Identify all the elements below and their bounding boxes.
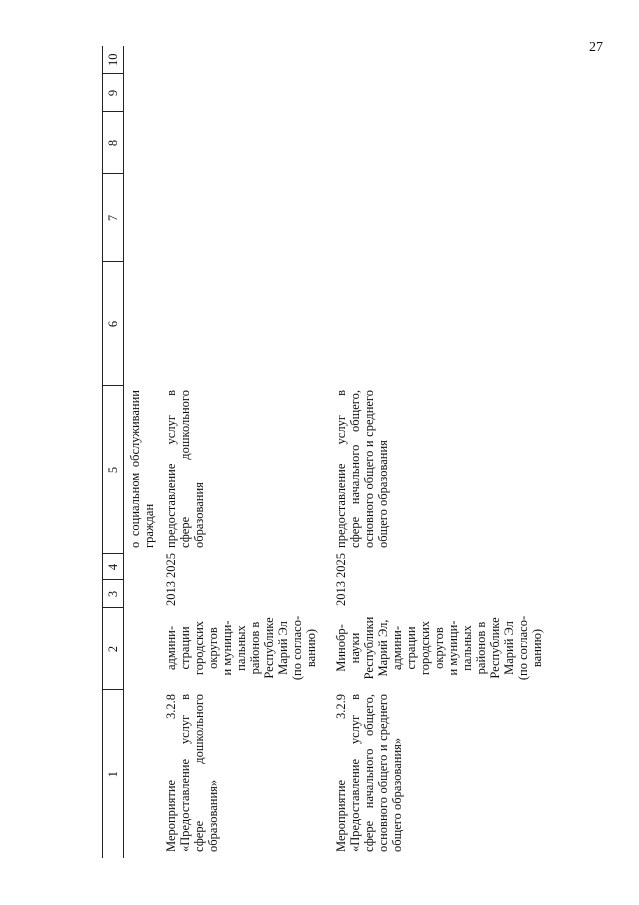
end-year: 2025: [334, 553, 348, 578]
end-year: 2025: [164, 553, 178, 578]
continuation-text: о социальном обслуживании граждан: [128, 390, 156, 548]
col-header-6: 6: [103, 262, 124, 386]
measures-table: [102, 46, 548, 858]
expected-result: предоставление услуг в сфере начального общего, основного общего и среднего общего образования: [334, 390, 390, 548]
measure-name: Мероприятие 3.2.9 «Предоставление услуг в сфере начального общего, основного общего и среднего общего образования»: [334, 694, 404, 852]
page-number: 27: [589, 40, 603, 55]
executor: Минобр- науки Республики Марий Эл, админи- страции городских округов и муници- пальных районов в Республике Марий Эл (по согласо- ванию): [334, 615, 544, 681]
measure-name: Мероприятие 3.2.8 «Предоставление услуг в сфере дошкольного образования»: [164, 694, 220, 852]
col-header-8: 8: [103, 112, 124, 174]
continuation-row: [124, 46, 161, 858]
start-year: 2013: [164, 581, 178, 606]
expected-result: предоставление услуг в сфере дошкольного образования: [164, 390, 206, 548]
rotated-table-sheet: [102, 46, 572, 858]
col-header-3: 3: [103, 580, 124, 608]
col-header-9: 9: [103, 74, 124, 112]
col-header-4: 4: [103, 554, 124, 580]
executor: админи- страции городских округов и муници- пальных районов в Республике Марий Эл (по согласо- ванию): [164, 615, 318, 681]
col-header-5: 5: [103, 386, 124, 554]
col-header-1: 1: [103, 690, 124, 858]
table-row: [160, 46, 322, 858]
table-row: [330, 46, 548, 858]
col-header-7: 7: [103, 174, 124, 262]
col-header-10: 10: [103, 46, 124, 74]
header-row: [103, 46, 124, 858]
col-header-2: 2: [103, 608, 124, 690]
start-year: 2013: [334, 581, 348, 606]
